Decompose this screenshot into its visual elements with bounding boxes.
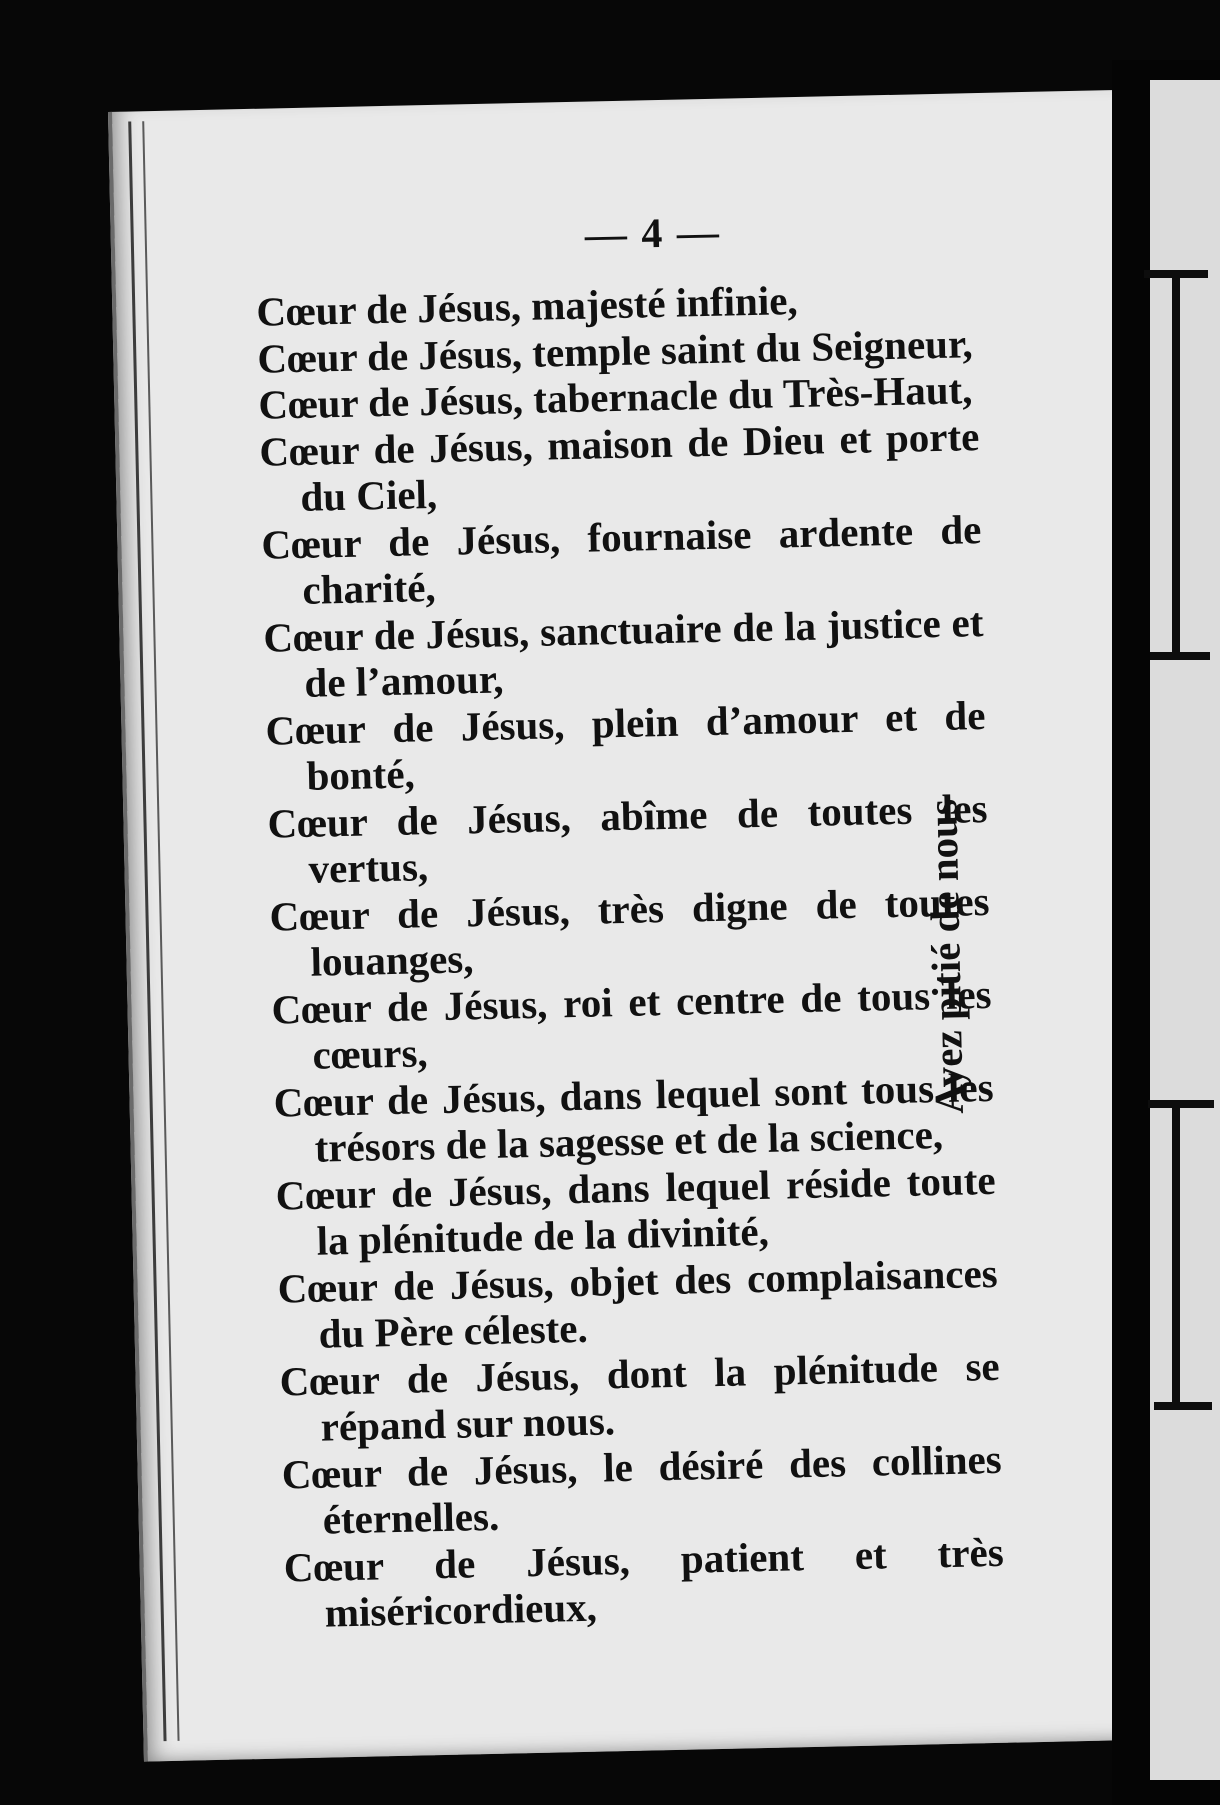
litany-line: Cœur de Jésus, tabernacle du Très-Haut,	[257, 366, 973, 428]
bracket-bottom-bar	[1150, 652, 1210, 660]
litany-line: Cœur de Jésus, le désiré des collines éternelles.	[281, 1435, 1003, 1543]
litany-line: Cœur de Jésus, plein d’amour et de bonté,	[265, 691, 986, 799]
bracket-top-bar-2	[1148, 1100, 1214, 1108]
page-number: — 4 —	[584, 209, 722, 259]
litany-line: Cœur de Jésus, dans lequel sont tous les trésors de la sagesse et de la science,	[273, 1063, 994, 1171]
litany-line: Cœur de Jésus, objet des complaisances du Père céleste.	[277, 1249, 999, 1357]
litany-line: Cœur de Jésus, abîme de toutes les vertus,	[267, 784, 988, 892]
litany-line: Cœur de Jésus, temple saint du Seigneur,	[256, 319, 974, 382]
litany-line: Cœur de Jésus, maison de Dieu et porte du Ciel,	[258, 412, 980, 520]
litany-line: Cœur de Jésus, très digne de toutes louanges,	[269, 877, 990, 985]
litany-response: Ayez pitié de nous	[919, 798, 973, 1115]
litany-line: Cœur de Jésus, patient et très miséricordieux,	[283, 1528, 1005, 1636]
litany-line: Cœur de Jésus, fournaise ardente de charité,	[260, 505, 982, 613]
litany-line: Cœur de Jésus, dont la plénitude se répand sur nous.	[279, 1342, 1001, 1450]
bracket-bottom-bar-2	[1154, 1402, 1212, 1410]
bracket-stem	[1172, 276, 1180, 656]
litany-text	[256, 273, 1005, 1637]
bracket-stem-2	[1172, 1106, 1180, 1406]
litany-line: Cœur de Jésus, sanctuaire de la justice et de l’amour,	[262, 598, 984, 706]
litany-line: Cœur de Jésus, dans lequel réside toute la plénitude de la divinité,	[275, 1156, 996, 1264]
litany-line: Cœur de Jésus, roi et centre de tous les cœurs,	[271, 970, 992, 1078]
book-page	[108, 90, 1158, 1762]
litany-line: Cœur de Jésus, majesté infinie,	[255, 277, 799, 335]
next-page-edge	[1150, 80, 1220, 1780]
